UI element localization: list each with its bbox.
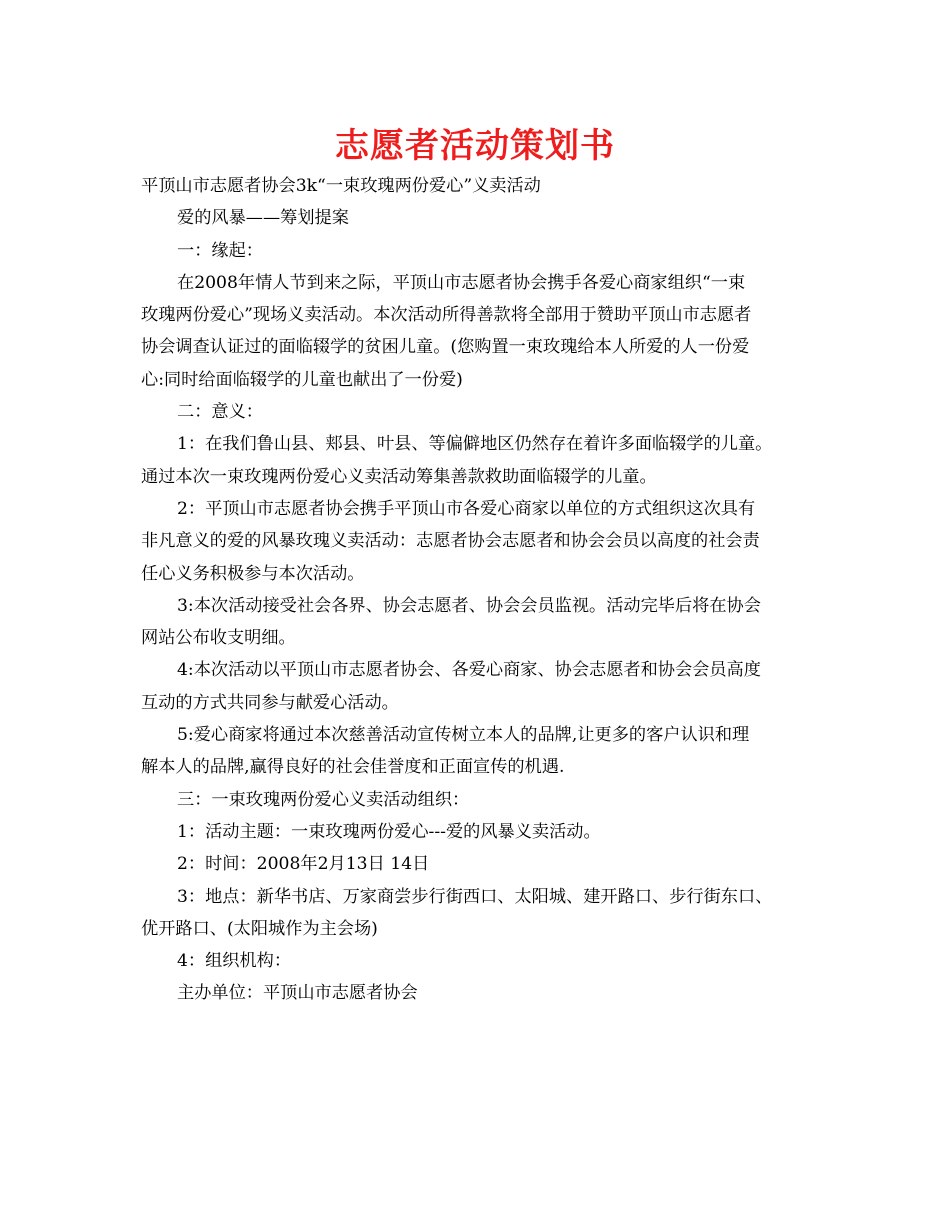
paragraph-line: 心:同时给面临辍学的儿童也献出了一份爱) (141, 369, 463, 390)
paragraph-line: 4：组织机构： (177, 951, 292, 972)
section-heading: 一：缘起： (177, 240, 263, 261)
section-heading: 三：一束玫瑰两份爱心义卖活动组织： (177, 789, 470, 810)
paragraph-line: 玫瑰两份爱心”现场义卖活动。本次活动所得善款将全部用于赞助平顶山市志愿者 (141, 305, 752, 326)
document-title: 志愿者活动策划书 (335, 126, 615, 166)
paragraph-line: 3:本次活动接受社会各界、协会志愿者、协会会员监视。活动完毕后将在协会 (177, 595, 761, 616)
paragraph-line: 1：活动主题：一束玫瑰两份爱心---爱的风暴义卖活动。 (177, 821, 601, 842)
paragraph-line: 2：平顶山市志愿者协会携手平顶山市各爱心商家以单位的方式组织这次具有 (177, 498, 756, 519)
paragraph-line: 爱的风暴——筹划提案 (177, 208, 349, 229)
paragraph-line: 在2008年情人节到来之际，平顶山市志愿者协会携手各爱心商家组织“一束 (177, 272, 746, 293)
paragraph-line: 通过本次一束玫瑰两份爱心义卖活动筹集善款救助面临辍学的儿童。 (141, 466, 657, 487)
paragraph-line: 任心义务积极参与本次活动。 (141, 563, 365, 584)
document-body (141, 170, 821, 1010)
paragraph-line: 5:爱心商家将通过本次慈善活动宣传树立本人的品牌,让更多的客户认识和理 (177, 725, 750, 746)
paragraph-line: 3：地点：新华书店、万家商尝步行街西口、太阳城、建开路口、步行街东口、 (177, 886, 773, 907)
paragraph-line: 协会调查认证过的面临辍学的贫困儿童。(您购置一束玫瑰给本人所爱的人一份爱 (141, 337, 750, 358)
paragraph-line: 非凡意义的爱的风暴玫瑰义卖活动：志愿者协会志愿者和协会会员以高度的社会责 (141, 531, 760, 552)
paragraph-line: 4:本次活动以平顶山市志愿者协会、各爱心商家、协会志愿者和协会会员高度 (177, 660, 761, 681)
paragraph-line: 互动的方式共同参与献爱心活动。 (141, 692, 399, 713)
paragraph-line: 网站公布收支明细。 (141, 628, 296, 649)
paragraph-line: 2：时间：2008年2月13日 14日 (177, 854, 430, 875)
paragraph-line: 解本人的品牌,赢得良好的社会佳誉度和正面宣传的机遇. (141, 757, 565, 778)
paragraph-line: 优开路口、(太阳城作为主会场) (141, 918, 378, 939)
section-heading: 二：意义： (177, 402, 263, 423)
paragraph-line: 1：在我们鲁山县、郏县、叶县、等偏僻地区仍然存在着许多面临辍学的儿童。 (177, 434, 773, 455)
paragraph-line: 主办单位：平顶山市志愿者协会 (177, 983, 418, 1004)
subtitle-line: 平顶山市志愿者协会3k“一束玫瑰两份爱心”义卖活动 (141, 176, 541, 196)
